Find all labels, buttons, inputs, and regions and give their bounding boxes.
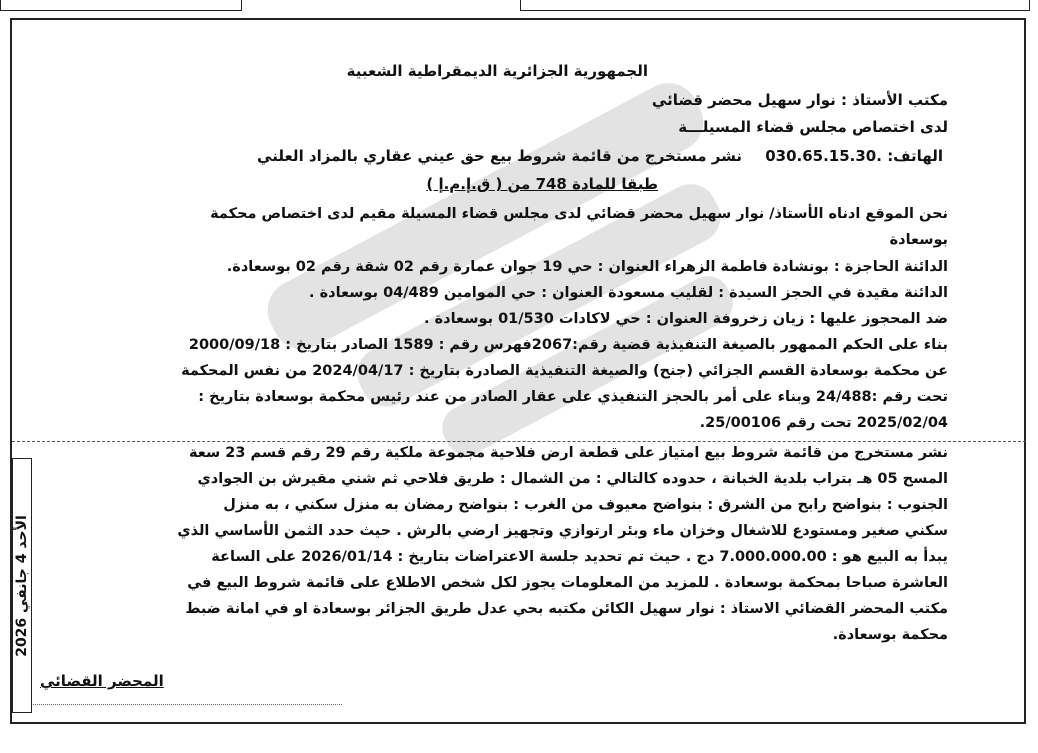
phone-and-publication — [257, 147, 943, 165]
body-line: نحن الموقع ادناه الأستاذ/ نوار سهيل محضر قضائي لدى مجلس قضاء المسيلة مقيم لدى اختصاص محكمة — [210, 206, 948, 222]
body-line: عن محكمة بوسعادة القسم الجزائي (جنح) والصيغة التنفيذية الصادرة بتاريخ : 2024/04/17 من نفس المحكمة — [181, 363, 948, 379]
body-line: المسح 05 هـ بتراب بلدية الخبانة ، حدوده كالتالي : من الشمال : طريق فلاحي ثم شني مقيرش بن الجوادي — [197, 471, 948, 487]
sidebar-date: الأحد 4 جانفي 2026 — [14, 514, 30, 657]
body-line: بناء على الحكم الممهور بالصيغة التنفيذية قضية رقم:2067فهرس رقم : 1589 الصادر بتاريخ : 2000/09/18 — [188, 337, 948, 353]
body-line: مكتب المحضر القضائي الاستاذ : نوار سهيل الكائن مكتبه بحي عدل طريق الجزائر بوسعادة او في امانة ضبط — [185, 601, 948, 617]
jurisdiction-line: لدى اختصاص مجلس قضاء المسيلـــة — [678, 118, 948, 136]
body-line: بوسعادة — [889, 232, 948, 248]
section-divider — [12, 441, 1026, 442]
body-line: محكمة بوسعادة. — [832, 627, 948, 643]
body-line: ضد المحجوز عليها : زيان زخروفة العنوان : حي لاكادات 01/530 بوسعادة . — [424, 311, 948, 327]
body-line: الجنوب : بنواضح رابح من الشرق : بنواضح معيوف من الغرب : بنواضح رمضان به منزل سكني ، به منزل — [223, 497, 948, 513]
body-line: نشر مستخرج من قائمة شروط بيع امتياز على قطعة ارض فلاحية مجموعة ملكية رقم 29 رقم قسم 23 سعة — [188, 445, 948, 461]
office-line: مكتب الأستاذ : نوار سهيل محضر قضائي — [651, 91, 948, 109]
phone-label: الهاتف: — [887, 147, 943, 165]
body-line: الدائنة مقيدة في الحجز السيدة : لقليب مسعودة العنوان : حي الموامين 04/489 بوسعادة . — [309, 285, 948, 301]
top-strip — [0, 0, 1038, 14]
date-sidebar — [12, 458, 32, 713]
bottom-divider — [12, 704, 342, 711]
signature: المحضر القضائي — [40, 672, 164, 690]
legal-basis: طبقا للمادة 748 من ( ق.إ.م.إ ) — [426, 175, 658, 193]
body-line: 2025/02/04 تحت رقم 25/00106. — [699, 415, 948, 431]
phone-number: .030.65.15.30 — [765, 147, 882, 165]
publication-title: نشر مستخرج من قائمة شروط بيع حق عيني عقاري بالمزاد العلني — [257, 147, 742, 165]
body-line: الدائنة الحاجزة : بونشادة فاطمة الزهراء العنوان : حي 19 جوان عمارة رقم 02 شقة رقم 02 بوسعادة. — [226, 259, 948, 275]
body-line: العاشرة صباحا بمحكمة بوسعادة . للمزيد من المعلومات يجوز لكل شخص الاطلاع على قائمة شروط البيع في — [187, 575, 948, 591]
body-line: يبدأ به البيع هو : 7.000.000.00 دج . حيث تم تحديد جلسة الاعتراضات بتاريخ : 2026/01/14 على الساعة — [211, 549, 948, 565]
body-line: سكني صغير ومستودع للاشغال وخزان ماء وبئر ارتوازي وتجهيز ارضي بالرش . حيث حدد الثمن الأساسي الذي — [177, 523, 948, 539]
republic-title: الجمهورية الجزائرية الديمقراطية الشعبية — [346, 62, 648, 80]
top-strip-left — [0, 0, 242, 11]
top-strip-right — [520, 0, 1030, 11]
body-line: تحت رقم :24/488 وبناء على أمر بالحجز التنفيذي على عقار الصادر من عند رئيس محكمة بوسعادة بتاريخ : — [198, 389, 948, 405]
